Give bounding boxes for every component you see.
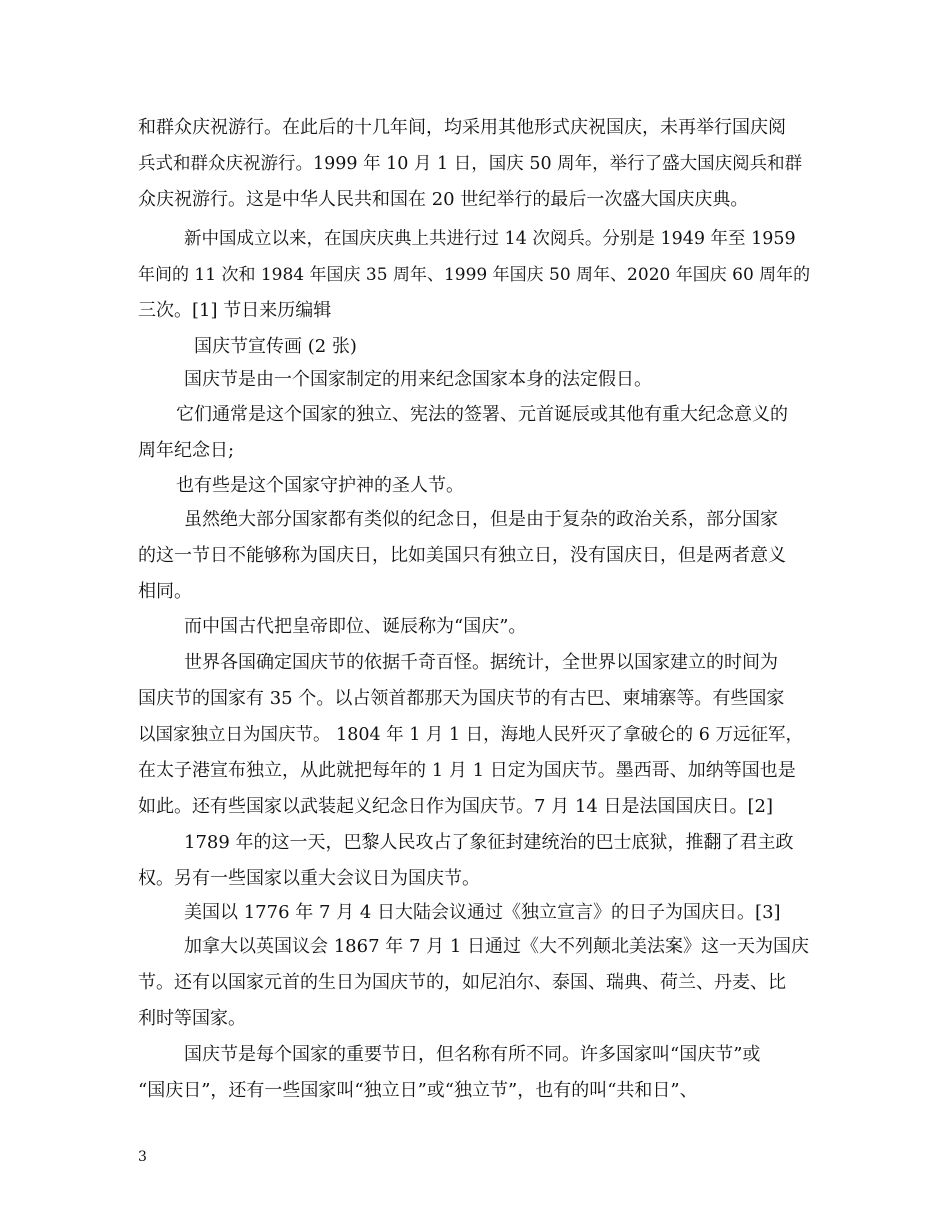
text-line: 国庆节是每个国家的重要节日，但名称有所不同。许多国家叫“国庆节”或 [184, 1044, 761, 1065]
text-line: 国庆节的国家有 35 个。以占领首都那天为国庆节的有古巴、柬埔寨等。有些国家 [138, 688, 785, 709]
text-line: 相同。 [138, 581, 192, 602]
text-line: 国庆节宣传画 (2 张) [194, 336, 357, 357]
text-line: 而中国古代把皇帝即位、诞辰称为“国庆”。 [184, 616, 527, 637]
page-number: 3 [138, 1149, 147, 1165]
text-line: 以国家独立日为国庆节。 1804 年 1 月 1 日，海地人民歼灭了拿破仑的 6 万远征军， [138, 725, 803, 745]
text-line: 世界各国确定国庆节的依据千奇百怪。据统计，全世界以国家建立的时间为 [184, 652, 778, 673]
text-line: 如此。还有些国家以武装起义纪念日作为国庆节。7 月 14 日是法国国庆日。[2] [138, 796, 774, 817]
text-line: 兵式和群众庆祝游行。1999 年 10 月 1 日，国庆 50 周年，举行了盛大国庆阅兵和群 [138, 154, 803, 174]
text-line: 它们通常是这个国家的独立、宪法的签署、元首诞辰或其他有重大纪念意义的 [176, 404, 788, 425]
text-line: 虽然绝大部分国家都有类似的纪念日，但是由于复杂的政治关系，部分国家 [184, 509, 778, 530]
text-line: 国庆节是由一个国家制定的用来纪念国家本身的法定假日。 [184, 369, 652, 390]
text-line: 三次。[1] 节日来历编辑 [138, 300, 332, 321]
text-line: 加拿大以英国议会 1867 年 7 月 1 日通过《大不列颠北美法案》这一天为国庆 [184, 936, 810, 957]
text-line: 和群众庆祝游行。在此后的十几年间，均采用其他形式庆祝国庆，未再举行国庆阅 [138, 117, 786, 138]
text-line: 新中国成立以来，在国庆庆典上共进行过 14 次阅兵。分别是 1949 年至 1959 [184, 229, 796, 249]
text-line: 美国以 1776 年 7 月 4 日大陆会议通过《独立宣言》的日子为国庆日。[3] [184, 902, 781, 923]
text-line: 的这一节日不能够称为国庆日，比如美国只有独立日，没有国庆日，但是两者意义 [138, 545, 786, 566]
text-line: 众庆祝游行。这是中华人民共和国在 20 世纪举行的最后一次盛大国庆庆典。 [138, 189, 749, 210]
text-line: 年间的 11 次和 1984 年国庆 35 周年、1999 年国庆 50 周年、2020 年国庆 60 周年的 [138, 265, 811, 285]
text-line: 节。还有以国家元首的生日为国庆节的，如尼泊尔、泰国、瑞典、荷兰、丹麦、比 [138, 972, 786, 993]
text-line: 权。另有一些国家以重大会议日为国庆节。 [138, 868, 480, 889]
text-line: 周年纪念日; [138, 440, 235, 461]
text-line: 在太子港宣布独立，从此就把每年的 1 月 1 日定为国庆节。墨西哥、加纳等国也是 [138, 760, 796, 781]
text-line: “国庆日”，还有一些国家叫“独立日”或“独立节”，也有的叫“共和日”、 [138, 1080, 698, 1101]
text-line: 也有些是这个国家守护神的圣人节。 [176, 475, 464, 496]
text-line: 1789 年的这一天，巴黎人民攻占了象征封建统治的巴士底狱，推翻了君主政 [184, 832, 794, 853]
text-line: 利时等国家。 [138, 1008, 246, 1029]
